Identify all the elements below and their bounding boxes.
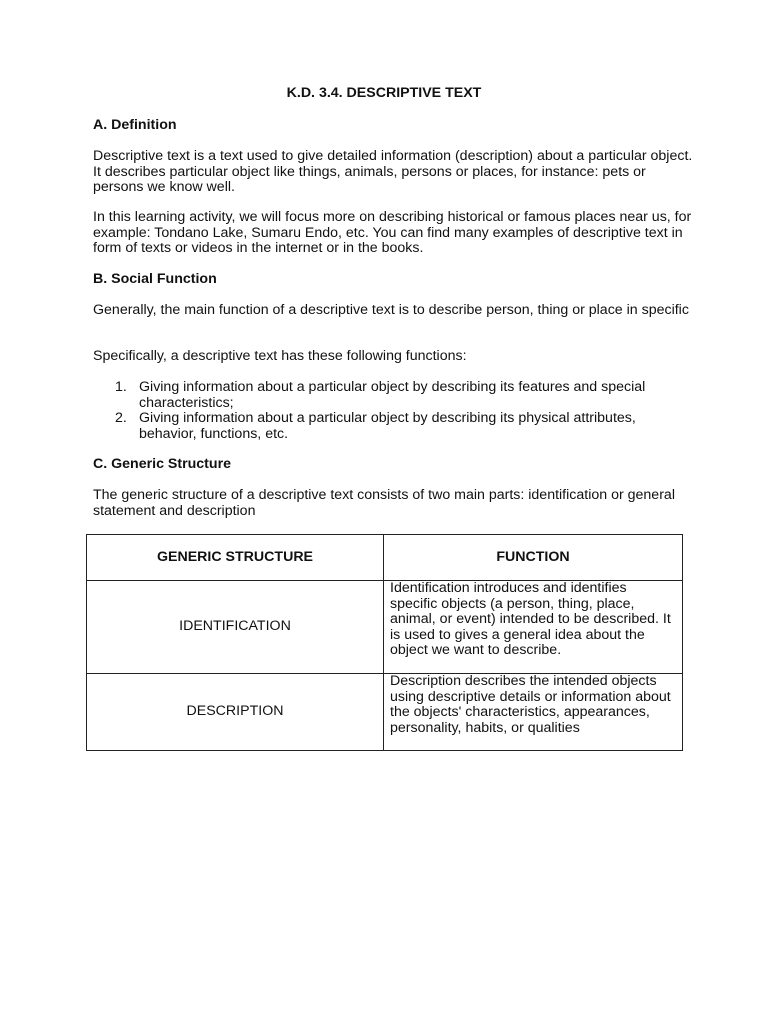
table-row xyxy=(87,674,683,751)
section-a-heading: A. Definition xyxy=(93,117,177,133)
social-function-paragraph-2: Specifically, a descriptive text has these following functions: xyxy=(93,348,467,364)
list-item-number: 1. xyxy=(115,379,127,395)
structure-function-text: Identification introduces and identifies specific objects (a person, thing, place, animal, or event) intended to be described. It is used to gives a general idea about the object we want to describe. xyxy=(390,580,671,658)
structure-function-text: Description describes the intended objects using descriptive details or information about the objects' characteristics, appearances, personality, habits, or qualities xyxy=(390,673,671,736)
table-header-row xyxy=(87,535,683,581)
definition-paragraph-2: In this learning activity, we will focus more on describing historical or famous places near us, for example: Tondano Lake, Sumaru Endo, etc. You can find many examples of descriptive text in form of texts or videos in the internet or in the books. xyxy=(93,209,692,256)
list-item-text: Giving information about a particular object by describing its physical attributes, behavior, functions, etc. xyxy=(139,410,636,442)
list-item xyxy=(93,411,693,442)
list-item xyxy=(93,380,693,411)
social-function-paragraph-1: Generally, the main function of a descriptive text is to describe person, thing or place in specific xyxy=(93,302,689,318)
table-row xyxy=(87,581,683,674)
document-title: K.D. 3.4. DESCRIPTIVE TEXT xyxy=(286,85,482,101)
structure-part-cell: DESCRIPTION xyxy=(87,674,384,751)
column-header-function: FUNCTION xyxy=(384,535,683,581)
list-item-number: 2. xyxy=(115,410,127,426)
structure-function-cell xyxy=(384,581,683,674)
section-c-heading: C. Generic Structure xyxy=(93,456,231,472)
structure-function-cell xyxy=(384,674,683,751)
structure-part-cell: IDENTIFICATION xyxy=(87,581,384,674)
column-header-generic-structure: GENERIC STRUCTURE xyxy=(87,535,384,581)
generic-structure-paragraph: The generic structure of a descriptive text consists of two main parts: identification or general statement and description xyxy=(93,487,675,519)
section-b-heading: B. Social Function xyxy=(93,271,217,287)
definition-paragraph-1: Descriptive text is a text used to give detailed information (description) about a particular object. It describes particular object like things, animals, persons or places, for instance: pets or persons we know well. xyxy=(93,148,693,195)
functions-list xyxy=(93,380,693,442)
list-item-text: Giving information about a particular object by describing its features and special characteristics; xyxy=(139,379,646,411)
generic-structure-table xyxy=(86,534,683,751)
